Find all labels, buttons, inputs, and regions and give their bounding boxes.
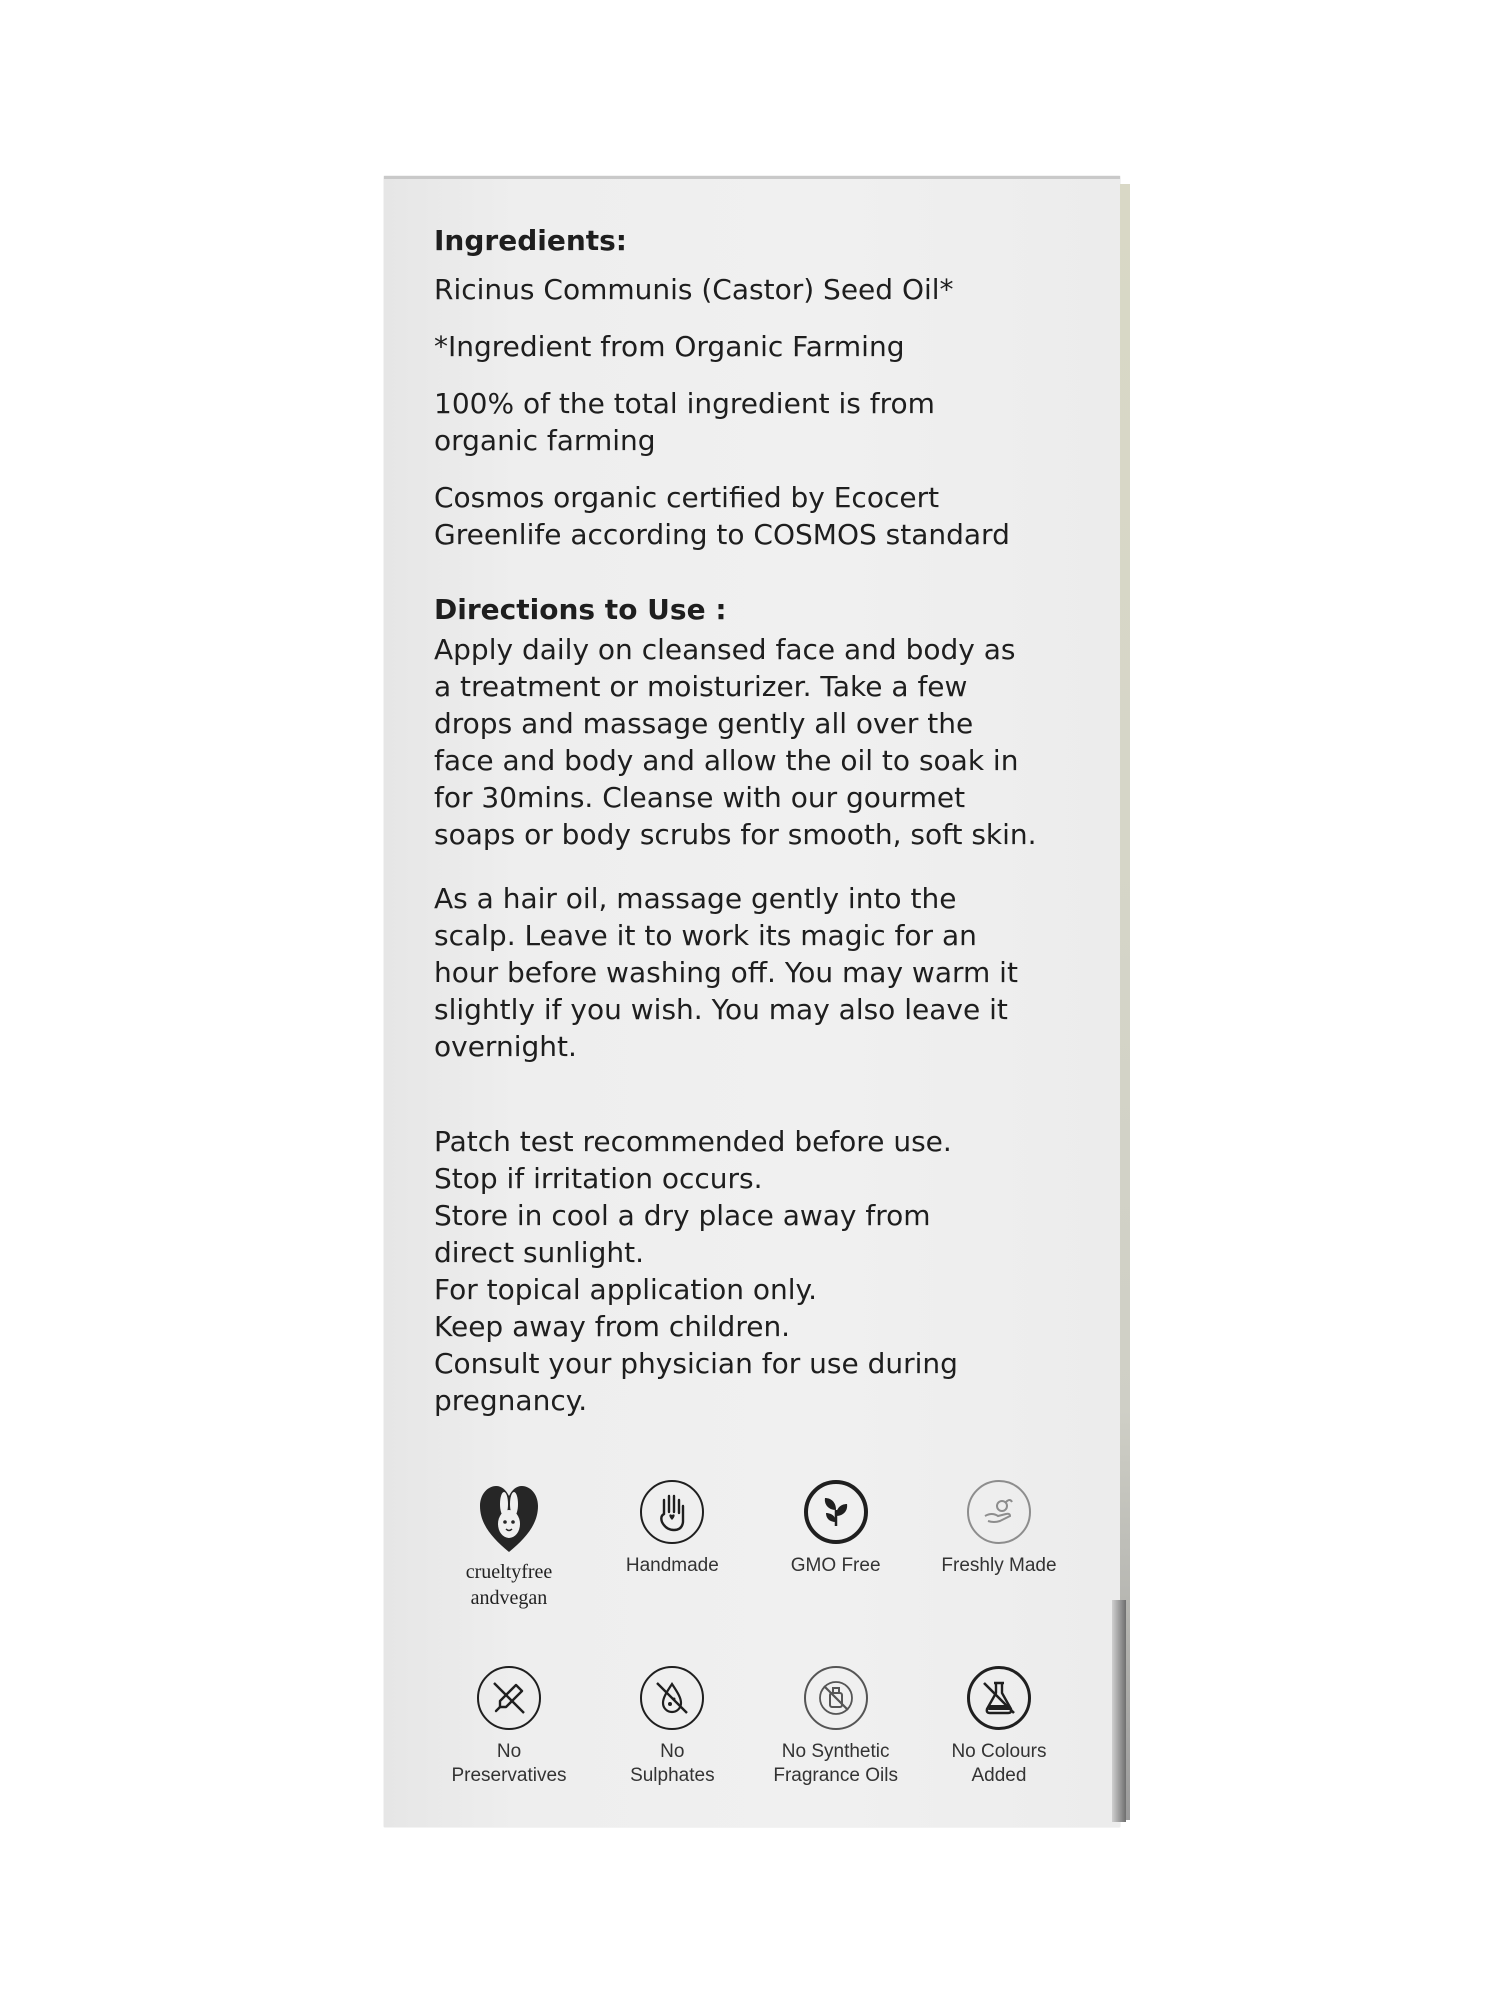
organic-note: *Ingredient from Organic Farming bbox=[434, 330, 905, 363]
badge-label: andvegan bbox=[470, 1587, 548, 1609]
gmo-free-leaves-icon bbox=[804, 1480, 868, 1544]
directions-line: As a hair oil, massage gently into the bbox=[434, 882, 957, 915]
directions-line: overnight. bbox=[434, 1030, 577, 1063]
freshly-made-hand-icon bbox=[967, 1480, 1031, 1544]
directions-line: face and body and allow the oil to soak in bbox=[434, 744, 1019, 777]
directions-heading: Directions to Use : bbox=[434, 593, 727, 626]
warning-line: Keep away from children. bbox=[434, 1310, 791, 1343]
badge-no-colours bbox=[924, 1666, 1074, 1788]
directions-line: soaps or body scrubs for smooth, soft skin. bbox=[434, 818, 1037, 851]
badge-label: crueltyfree bbox=[465, 1561, 553, 1583]
warning-line: direct sunlight. bbox=[434, 1236, 644, 1269]
certification bbox=[434, 479, 1094, 553]
directions-line: scalp. Leave it to work its magic for an bbox=[434, 919, 977, 952]
badge-label: GMO Free bbox=[790, 1555, 881, 1576]
organic-percentage bbox=[434, 385, 1094, 459]
badge-freshly-made bbox=[924, 1480, 1074, 1608]
organic-percentage-line-1: 100% of the total ingredient is from bbox=[434, 387, 935, 420]
badge-handmade bbox=[597, 1480, 747, 1608]
warning-line: Patch test recommended before use. bbox=[434, 1125, 952, 1158]
warning-line: Store in cool a dry place away from bbox=[434, 1199, 931, 1232]
directions-line: a treatment or moisturizer. Take a few bbox=[434, 670, 968, 703]
badge-label: No bbox=[496, 1741, 522, 1762]
organic-percentage-line-2: organic farming bbox=[434, 424, 656, 457]
badge-grid bbox=[434, 1480, 1074, 1788]
cruelty-free-bunny-heart-icon bbox=[474, 1480, 544, 1556]
badge-gmo-free bbox=[761, 1480, 911, 1608]
badge-no-sulphates bbox=[597, 1666, 747, 1788]
warning-line: Consult your physician for use during bbox=[434, 1347, 958, 1380]
no-sulphates-drop-icon bbox=[640, 1666, 704, 1730]
warning-line: pregnancy. bbox=[434, 1384, 588, 1417]
badge-no-synthetic-fragrance bbox=[761, 1666, 911, 1788]
badge-label: No Colours bbox=[951, 1741, 1047, 1762]
product-box-shadow-edge bbox=[1112, 1600, 1126, 1822]
badge-row-2 bbox=[434, 1666, 1074, 1788]
handmade-hand-icon bbox=[640, 1480, 704, 1544]
warning-line: For topical application only. bbox=[434, 1273, 818, 1306]
badge-label: Sulphates bbox=[630, 1765, 715, 1786]
no-preservatives-dropper-icon bbox=[477, 1666, 541, 1730]
directions-line: drops and massage gently all over the bbox=[434, 707, 974, 740]
badge-label: Added bbox=[971, 1765, 1027, 1786]
badge-no-preservatives bbox=[434, 1666, 584, 1788]
badge-label: No bbox=[660, 1741, 685, 1762]
badge-label: Freshly Made bbox=[941, 1555, 1057, 1576]
ingredient-line: Ricinus Communis (Castor) Seed Oil* bbox=[434, 273, 954, 306]
badge-label: Handmade bbox=[625, 1555, 719, 1576]
directions-line: slightly if you wish. You may also leave it bbox=[434, 993, 1008, 1026]
no-synthetic-fragrance-icon bbox=[804, 1666, 868, 1730]
ingredients-heading: Ingredients: bbox=[434, 224, 628, 257]
certification-line-1: Cosmos organic certified by Ecocert bbox=[434, 481, 940, 514]
label-text bbox=[434, 222, 1094, 1419]
no-colours-flask-icon bbox=[967, 1666, 1031, 1730]
certification-line-2: Greenlife according to COSMOS standard bbox=[434, 518, 1010, 551]
directions-line: for 30mins. Cleanse with our gourmet bbox=[434, 781, 966, 814]
product-box-side-edge bbox=[1120, 184, 1130, 1820]
badge-label: No Synthetic bbox=[781, 1741, 890, 1762]
warnings-paragraph bbox=[434, 1123, 1094, 1419]
directions-line: hour before washing off. You may warm it bbox=[434, 956, 1018, 989]
badge-row-1 bbox=[434, 1480, 1074, 1608]
badge-cruelty-free bbox=[434, 1480, 584, 1608]
directions-paragraph-2 bbox=[434, 880, 1094, 1065]
directions-paragraph-1 bbox=[434, 631, 1094, 853]
badge-label: Fragrance Oils bbox=[773, 1765, 898, 1786]
badge-label: Preservatives bbox=[451, 1765, 567, 1786]
warning-line: Stop if irritation occurs. bbox=[434, 1162, 763, 1195]
directions-line: Apply daily on cleansed face and body as bbox=[434, 633, 1016, 666]
